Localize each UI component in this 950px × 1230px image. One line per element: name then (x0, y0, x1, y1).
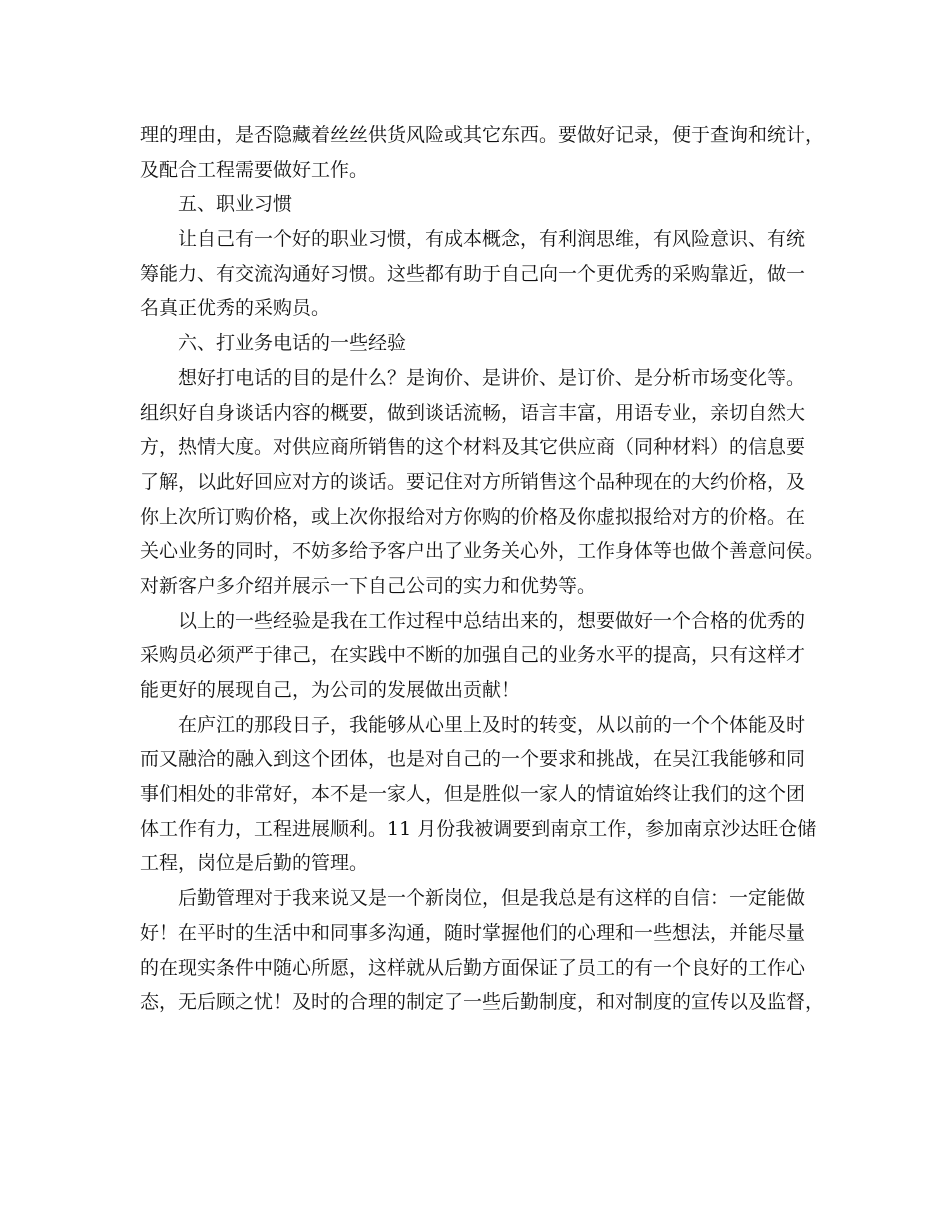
document-body (140, 118, 825, 1020)
text-line: 组织好自身谈话内容的概要，做到谈话流畅，语言丰富，用语专业，亲切自然大 (140, 401, 806, 424)
text-line: 理的理由，是否隐藏着丝丝供货风险或其它东西。要做好记录，便于查询和统计， (140, 124, 825, 146)
text-line: 而又融洽的融入到这个团体，也是对自己的一个要求和挑战，在吴江我能够和同 (140, 748, 806, 771)
text-line: 关心业务的同时，不妨多给予客户出了业务关心外，工作身体等也做个善意问侯。 (140, 540, 825, 563)
text-line: 了解，以此好回应对方的谈话。要记住对方所销售这个品种现在的大约价格，及 (140, 470, 806, 493)
text-line: 筹能力、有交流沟通好习惯。这些都有助于自己向一个更优秀的采购靠近，做一 (140, 262, 806, 285)
text-line: 后勤管理对于我来说又是一个新岗位，但是我总是有这样的自信：一定能做 (178, 887, 806, 910)
text-line: 以上的一些经验是我在工作过程中总结出来的，想要做好一个合格的优秀的 (178, 609, 806, 632)
text-line: 采购员必须严于律己，在实践中不断的加强自己的业务水平的提高，只有这样才 (140, 644, 806, 667)
text-line: 好！在平时的生活中和同事多沟通，随时掌握他们的心理和一些想法，并能尽量 (140, 921, 806, 944)
text-line: 及配合工程需要做好工作。 (140, 158, 369, 181)
text-line: 在庐江的那段日子，我能够从心里上及时的转变，从以前的一个个体能及时 (178, 713, 806, 736)
text-line: 让自己有一个好的职业习惯，有成本概念，有利润思维，有风险意识、有统 (178, 228, 806, 251)
text-line: 五、职业习惯 (178, 193, 293, 216)
text-line: 工程，岗位是后勤的管理。 (140, 852, 369, 875)
text-line: 体工作有力，工程进展顺利。11 月份我被调要到南京工作，参加南京沙达旺仓储 (140, 817, 817, 840)
text-line: 六、打业务电话的一些经验 (178, 332, 407, 355)
text-line: 的在现实条件中随心所愿，这样就从后勤方面保证了员工的有一个良好的工作心 (140, 956, 806, 979)
text-line: 你上次所订购价格，或上次你报给对方你购的价格及你虚拟报给对方的价格。在 (140, 505, 806, 528)
text-line: 方，热情大度。对供应商所销售的这个材料及其它供应商（同种材料）的信息要 (140, 436, 806, 459)
text-line: 名真正优秀的采购员。 (140, 297, 331, 320)
text-line: 事们相处的非常好，本不是一家人，但是胜似一家人的情谊始终让我们的这个团 (140, 783, 806, 806)
text-line: 想好打电话的目的是什么？是询价、是讲价、是订价、是分析市场变化等。 (178, 366, 806, 389)
text-line: 对新客户多介绍并展示一下自己公司的实力和优势等。 (140, 574, 597, 597)
text-line: 能更好的展现自己，为公司的发展做出贡献！ (140, 679, 521, 701)
text-line: 态，无后顾之忧！及时的合理的制定了一些后勤制度，和对制度的宣传以及监督， (140, 991, 825, 1014)
